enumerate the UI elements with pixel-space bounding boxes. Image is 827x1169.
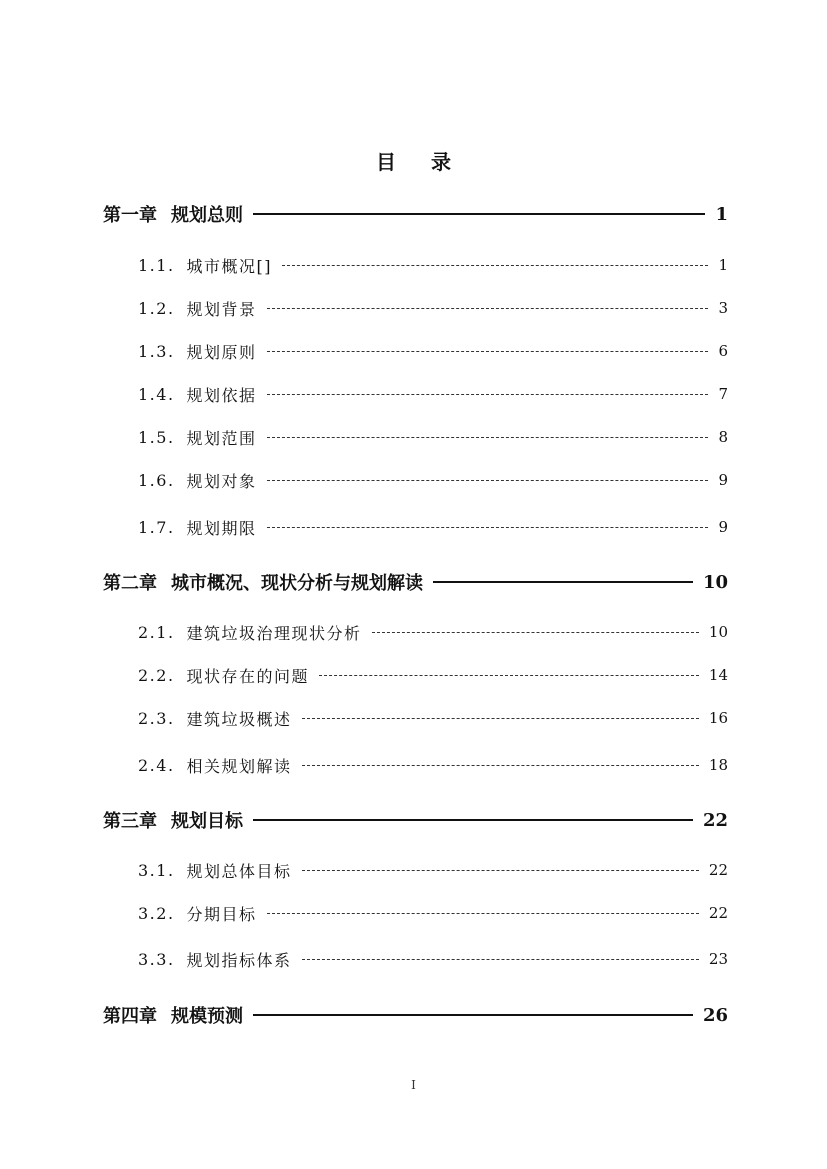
toc-entry-page: 14 [708, 666, 728, 684]
toc-section-3-3[interactable] [138, 944, 728, 974]
toc-entry-number: 2.3. [138, 708, 175, 728]
toc-section-1-4[interactable] [138, 379, 728, 409]
toc-entry-number: 3.1. [138, 860, 175, 880]
toc-leader-line [267, 527, 709, 528]
toc-entry-number: 1.7. [138, 517, 175, 537]
toc-entry-label: 建筑垃圾概述 [186, 709, 292, 729]
toc-chapter-1[interactable] [103, 199, 728, 229]
toc-entry-number: 3.2. [138, 903, 175, 923]
toc-section-1-1[interactable] [138, 250, 728, 280]
toc-leader-line [253, 213, 705, 215]
toc-title: 目 录 [376, 150, 465, 174]
toc-entry-page: 22 [708, 861, 728, 879]
toc-entry-number: 2.4. [138, 755, 175, 775]
toc-entry-page: 26 [702, 1004, 728, 1026]
toc-entry-number: 第二章 [103, 573, 157, 594]
toc-leader-line [267, 480, 709, 481]
toc-leader-line [282, 265, 708, 266]
toc-entry-page: 6 [718, 342, 728, 360]
toc-entry-number: 1.6. [138, 470, 175, 490]
toc-chapter-2[interactable] [103, 567, 728, 597]
toc-entry-label: 规划范围 [186, 428, 257, 448]
toc-section-2-4[interactable] [138, 750, 728, 780]
toc-entry-label: 规划原则 [186, 342, 257, 362]
toc-entry-label: 城市概况[] [186, 256, 273, 276]
toc-entry-page: 7 [718, 385, 728, 403]
toc-entry-label: 城市概况、现状分析与规划解读 [171, 573, 423, 594]
toc-entry-page: 9 [718, 518, 728, 536]
toc-leader-line [267, 351, 709, 352]
toc-entry-page: 10 [702, 571, 728, 593]
toc-entry-page: 9 [718, 471, 728, 489]
toc-chapter-4[interactable] [103, 1000, 728, 1030]
toc-entry-label: 规划总体目标 [186, 861, 292, 881]
toc-entry-label: 建筑垃圾治理现状分析 [186, 623, 362, 643]
toc-entry-number: 2.2. [138, 665, 175, 685]
toc-entry-page: 1 [715, 203, 728, 225]
toc-leader-line [302, 765, 699, 766]
toc-leader-line [302, 718, 699, 719]
toc-entry-page: 1 [718, 256, 728, 274]
toc-entry-page: 18 [708, 756, 728, 774]
toc-entry-page: 10 [708, 623, 728, 641]
toc-leader-line [253, 1014, 693, 1016]
toc-leader-line [302, 870, 699, 871]
toc-entry-number: 第四章 [103, 1006, 157, 1027]
toc-entry-number: 2.1. [138, 622, 175, 642]
page-number-footer: I [411, 1078, 416, 1092]
toc-entry-label: 规划指标体系 [186, 950, 292, 970]
toc-entry-number: 1.1. [138, 255, 175, 275]
toc-leader-line [267, 394, 709, 395]
toc-entry-number: 第一章 [103, 205, 157, 226]
toc-entry-label: 相关规划解读 [186, 756, 292, 776]
toc-leader-line [253, 819, 693, 821]
toc-section-1-6[interactable] [138, 465, 728, 495]
toc-section-3-1[interactable] [138, 855, 728, 885]
toc-leader-line [319, 675, 699, 676]
toc-section-1-2[interactable] [138, 293, 728, 323]
toc-section-2-2[interactable] [138, 660, 728, 690]
toc-entry-label: 规划总则 [171, 205, 243, 226]
toc-leader-line [433, 581, 693, 583]
toc-entry-label: 规划依据 [186, 385, 257, 405]
toc-entry-label: 分期目标 [186, 904, 257, 924]
toc-entry-number: 1.2. [138, 298, 175, 318]
toc-entry-page: 23 [708, 950, 728, 968]
toc-section-2-1[interactable] [138, 617, 728, 647]
toc-leader-line [267, 437, 709, 438]
toc-entry-number: 1.5. [138, 427, 175, 447]
toc-section-1-7[interactable] [138, 512, 728, 542]
toc-entry-page: 16 [708, 709, 728, 727]
toc-entry-page: 22 [708, 904, 728, 922]
toc-entry-label: 规划背景 [186, 299, 257, 319]
toc-leader-line [372, 632, 699, 633]
toc-entry-label: 规划目标 [171, 811, 243, 832]
toc-section-1-3[interactable] [138, 336, 728, 366]
toc-section-1-5[interactable] [138, 422, 728, 452]
toc-entry-label: 现状存在的问题 [186, 666, 310, 686]
toc-leader-line [267, 308, 709, 309]
toc-entry-number: 3.3. [138, 949, 175, 969]
toc-section-3-2[interactable] [138, 898, 728, 928]
toc-entry-page: 22 [702, 809, 728, 831]
toc-entry-number: 1.4. [138, 384, 175, 404]
toc-chapter-3[interactable] [103, 805, 728, 835]
toc-entry-page: 3 [718, 299, 728, 317]
toc-entry-label: 规划期限 [186, 518, 257, 538]
toc-entry-number: 第三章 [103, 811, 157, 832]
toc-entry-label: 规划对象 [186, 471, 257, 491]
toc-entry-number: 1.3. [138, 341, 175, 361]
toc-leader-line [302, 959, 699, 960]
toc-entry-page: 8 [718, 428, 728, 446]
toc-leader-line [267, 913, 699, 914]
toc-section-2-3[interactable] [138, 703, 728, 733]
toc-entry-label: 规模预测 [171, 1006, 243, 1027]
